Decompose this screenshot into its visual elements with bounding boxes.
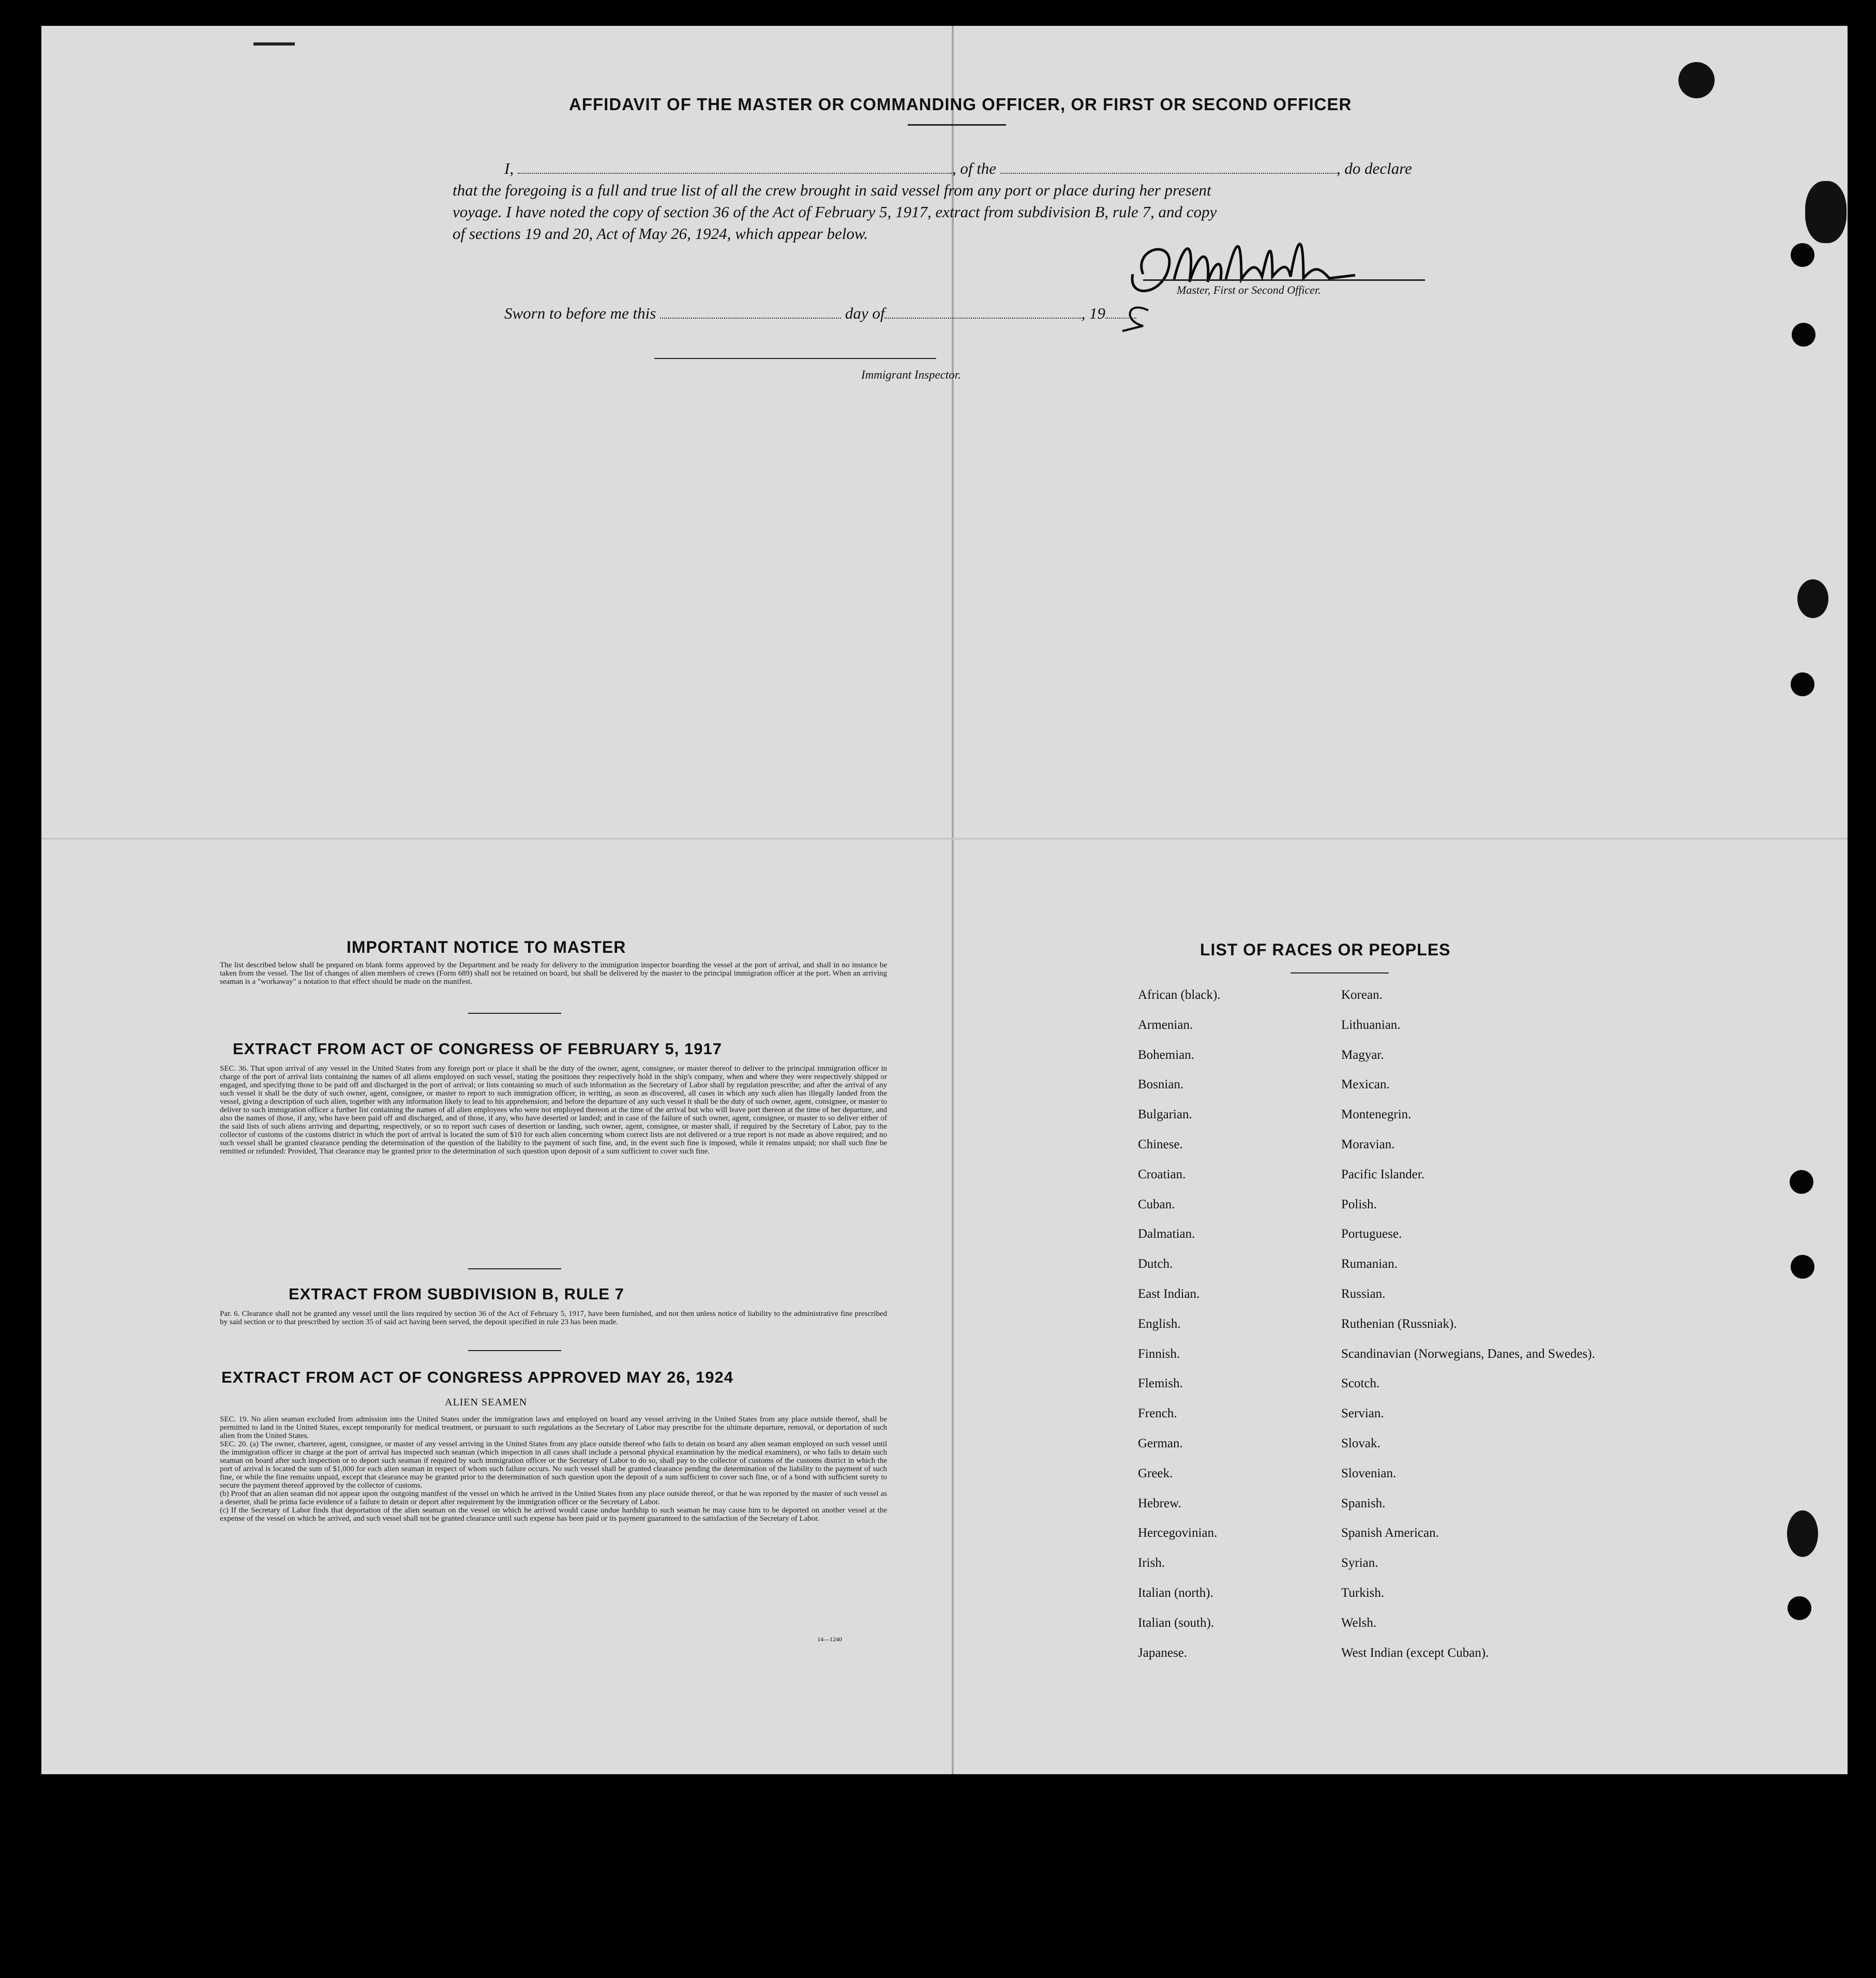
race-right: Portuguese. [1341,1227,1402,1241]
race-row [1138,1227,1603,1257]
affidavit-line-2: that the foregoing is a full and true list of all the crew brought in said vessel from any port or place during her present [453,181,1211,199]
races-list [1138,988,1603,1675]
race-left: Chinese. [1138,1137,1183,1151]
month-blank [884,306,1081,319]
punch-hole [1791,1255,1814,1279]
ink-smudge [1678,62,1715,98]
inspector-signature-line [654,358,936,359]
race-left: German. [1138,1436,1183,1450]
race-right: Magyar. [1341,1047,1384,1062]
race-left: Hebrew. [1138,1496,1181,1510]
race-row [1138,1347,1603,1377]
form-number: 14—1240 [817,1636,842,1643]
punch-hole [1790,1170,1813,1194]
race-right: Scandinavian (Norwegians, Danes, and Swedes). [1341,1346,1595,1361]
affidavit-text: I, [504,159,514,177]
punch-hole [1788,1596,1811,1620]
signature-caption: Master, First or Second Officer. [1177,283,1321,296]
date-blank [660,306,841,319]
affidavit-line-1 [453,158,1461,179]
race-row [1138,1496,1603,1526]
race-left: Irish. [1138,1556,1165,1570]
race-left: Flemish. [1138,1376,1183,1391]
race-row [1138,1436,1603,1466]
race-right: Polish. [1341,1197,1377,1211]
race-left: Greek. [1138,1466,1173,1480]
race-right: Rumanian. [1341,1257,1398,1271]
ink-smudge [1805,181,1847,243]
section-divider [468,1268,561,1269]
race-row [1138,988,1603,1018]
race-row [1138,1317,1603,1347]
extract-1924-body [220,1415,887,1523]
race-left: Finnish. [1138,1346,1180,1361]
race-right: Montenegrin. [1341,1107,1412,1122]
race-left: Italian (north). [1138,1585,1213,1600]
races-title-underline [1290,972,1389,973]
punch-hole [1792,323,1815,347]
sworn-text: , 19 [1081,304,1105,322]
race-right: Scotch. [1341,1376,1380,1391]
race-row [1138,1048,1603,1078]
punch-hole [1791,672,1814,696]
race-left: Italian (south). [1138,1615,1214,1630]
race-row [1138,1257,1603,1287]
title-underline [908,124,1006,126]
extract-1924-subtitle: ALIEN SEAMEN [445,1397,528,1408]
vessel-blank [1000,161,1337,174]
race-right: Turkish. [1341,1585,1385,1600]
race-row [1138,1137,1603,1167]
section-20c-text: (c) If the Secretary of Labor finds that deportation of the alien seaman on the vessel on which he arrived would cause undue hardship to such seaman he may cause him to be deported on another vessel at the expense of the vessel on which he arrived, and such vessel shall not be granted clearance until such expense has been paid or its payment guaranteed to the satisfaction of the Secretary of Labor. [220,1506,887,1523]
race-left: Dalmatian. [1138,1227,1195,1241]
inspector-caption: Immigrant Inspector. [861,368,961,381]
race-left: East Indian. [1138,1286,1200,1301]
race-left: Armenian. [1138,1017,1193,1032]
sworn-text: day of [845,304,885,322]
fold-crease-vertical [952,26,954,1774]
race-right: Slovenian. [1341,1466,1397,1480]
section-20a-text: SEC. 20. (a) The owner, charterer, agent, consignee, or master of any vessel arriving in the United States from any place outside thereof who fails to detain on board any alien seaman employed on such vessel until the immigration officer in charge at the port of arrival has inspected such seaman (which inspection in all cases shall include a personal physical examination by the medical examiners), or who fails to detain such seaman on board after such inspection or to deport such seaman if required by such immigration officer or the Secretary of Labor to do so, shall pay to the collector of customs of the customs district in which the port of arrival is located the sum of $1,000 for each alien seaman in respect of whom such failure occurs. No such vessel shall be granted clearance pending the determination of the liability to the payment of such fine, or while the fine remains unpaid, except that clearance may be granted prior to the determination of such question upon the deposit of a sum sufficient to cover such fine, or of a bond with sufficient surety to secure the payment thereof approved by the collector of customs. [220,1440,887,1490]
race-left: Bosnian. [1138,1077,1184,1092]
extract-1917-title: EXTRACT FROM ACT OF CONGRESS OF FEBRUARY 5, 1917 [233,1040,722,1058]
race-right: Russian. [1341,1286,1386,1301]
race-right: Pacific Islander. [1341,1167,1425,1181]
race-row [1138,1466,1603,1496]
affidavit-title: AFFIDAVIT OF THE MASTER OR COMMANDING OFFICER, OR FIRST OR SECOND OFFICER [569,95,1352,114]
ink-smudge [1787,1510,1818,1557]
race-row [1138,1616,1603,1646]
section-20b-text: (b) Proof that an alien seaman did not appear upon the outgoing manifest of the vessel on which he arrived in the United States from any place outside thereof, or that he was reported by the master of such vessel as a deserter, shall be prima facie evidence of a failure to detain or deport after requirement by the immigration officer or the Secretary of Labor. [220,1490,887,1506]
race-right: Welsh. [1341,1615,1377,1630]
scan-mark [253,42,295,46]
race-row [1138,1376,1603,1406]
race-left: French. [1138,1406,1177,1421]
race-right: Spanish American. [1341,1526,1439,1540]
affidavit-text: , of the [952,159,997,177]
name-blank [518,161,952,174]
race-left: Dutch. [1138,1257,1173,1271]
race-left: Bulgarian. [1138,1107,1192,1122]
section-19-text: SEC. 19. No alien seaman excluded from admission into the United States under the immigration laws and employed on board any vessel arriving in the United States from any place outside thereof, shall be permitted to land in the United States, except temporarily for medical treatment, or pursuant to such regulations as the Secretary of Labor may prescribe for the ultimate departure, removal, or deportation of such alien from the United States. [220,1415,887,1440]
race-row [1138,1406,1603,1436]
race-left: Japanese. [1138,1645,1188,1660]
sworn-line [504,304,1136,323]
race-right: Lithuanian. [1341,1017,1401,1032]
race-row [1138,1167,1603,1197]
section-divider [468,1013,561,1014]
affidavit-text: , do declare [1336,159,1412,177]
race-left: Cuban. [1138,1197,1175,1211]
punch-hole [1791,243,1814,267]
race-left: English. [1138,1316,1181,1331]
year-blank [1105,306,1136,319]
extract-rule7-body: Par. 6. Clearance shall not be granted any vessel until the lists required by section 36 of the Act of February 5, 1917, have been furnished, and not then unless notice of liability to the administrative fine prescribed by said section or to that prescribed by section 35 of said act having been served, the deposit specified in rule 23 has been made. [220,1310,887,1326]
race-right: Korean. [1341,988,1383,1002]
race-row [1138,1646,1603,1676]
notice-body: The list described below shall be prepared on blank forms approved by the Department and be ready for delivery to the immigration inspector boarding the vessel at the port of arrival, and shall in no instance be taken from the vessel. The list of changes of alien members of crews (Form 689) shall not be retained on board, but shall be delivered by the master to the principal immigration officer at the port. When an arriving seaman is a "workaway" a notation to that effect should be made on the manifest. [220,961,887,986]
race-row [1138,1077,1603,1107]
extract-1924-title: EXTRACT FROM ACT OF CONGRESS APPROVED MAY 26, 1924 [221,1368,733,1386]
notice-title: IMPORTANT NOTICE TO MASTER [347,938,626,956]
race-right: Moravian. [1341,1137,1395,1151]
race-left: Croatian. [1138,1167,1186,1181]
races-title: LIST OF RACES OR PEOPLES [1200,940,1451,959]
race-row [1138,1586,1603,1616]
race-row [1138,1556,1603,1586]
race-left: African (black). [1138,988,1221,1002]
race-left: Bohemian. [1138,1047,1195,1062]
race-right: West Indian (except Cuban). [1341,1645,1489,1660]
extract-1917-body: SEC. 36. That upon arrival of any vessel in the United States from any foreign port or place it shall be the duty of the owner, agent, consignee, or master thereof to deliver to the principal immigration officer in charge of the port of arrival lists containing the names of all aliens employed on such vessel, stating the positions they respectively hold in the ship's company, when and where they were respectively shipped or engaged, and specifying those to be paid off and discharged in the port of arrival; or lists containing so much of such information as the Secretary of Labor shall by regulation prescribe; and after the arrival of any such vessel it shall be the duty of such owner, agent, consignee, or master to report to such immigration officer, in writing, as soon as discovered, all cases in which any such alien has illegally landed from the vessel, giving a description of such alien, together with any information likely to lead to his apprehension; and before the departure of any such vessel it shall be the duty of such owner, agent, consignee, or master to deliver to such immigration officer a further list containing the names of all alien employees who were not employed thereon at the time of the arrival but who will leave port thereon at the time of her departure, and also the names of those, if any, who have been paid off and discharged, and of those, if any, who have deserted or landed; and in case of the failure of such owner, agent, consignee, or master to so deliver either of the said lists of such aliens arriving and departing, respectively, or so to report such cases of desertion or landing, such owner, agent, consignee, or master shall, if required by the Secretary of Labor, pay to the collector of customs of the customs district in which the port of arrival is located the sum of $10 for each alien concerning whom correct lists are not delivered or a true report is not made as above required; and no such vessel shall be granted clearance pending the determination of the question of the liability to the payment of such fine, and, in the event such fine is imposed, while it remains unpaid; nor shall such fine be remitted or refunded: Provided, That clearance may be granted prior to the determination of such question upon deposit of a sum sufficient to cover such fine. [220,1065,887,1156]
race-left: Hercegovinian. [1138,1526,1218,1540]
race-row [1138,1287,1603,1317]
extract-rule7-title: EXTRACT FROM SUBDIVISION B, RULE 7 [289,1285,624,1303]
race-row [1138,1197,1603,1227]
fold-crease-horizontal [41,838,1848,840]
sworn-text: Sworn to before me this [504,304,656,322]
race-right: Syrian. [1341,1556,1378,1570]
race-row [1138,1107,1603,1137]
race-right: Slovak. [1341,1436,1380,1450]
section-divider [468,1350,561,1351]
race-right: Ruthenian (Russniak). [1341,1316,1457,1331]
race-right: Spanish. [1341,1496,1386,1510]
race-right: Mexican. [1341,1077,1390,1092]
affidavit-line-3: voyage. I have noted the copy of section 36 of the Act of February 5, 1917, extract from subdivision B, rule 7, and copy [453,203,1217,221]
race-right: Servian. [1341,1406,1384,1421]
race-row [1138,1018,1603,1048]
affidavit-line-4: of sections 19 and 20, Act of May 26, 1924, which appear below. [453,224,868,243]
ink-smudge [1797,579,1828,618]
race-row [1138,1526,1603,1556]
signature-line [1143,279,1425,281]
